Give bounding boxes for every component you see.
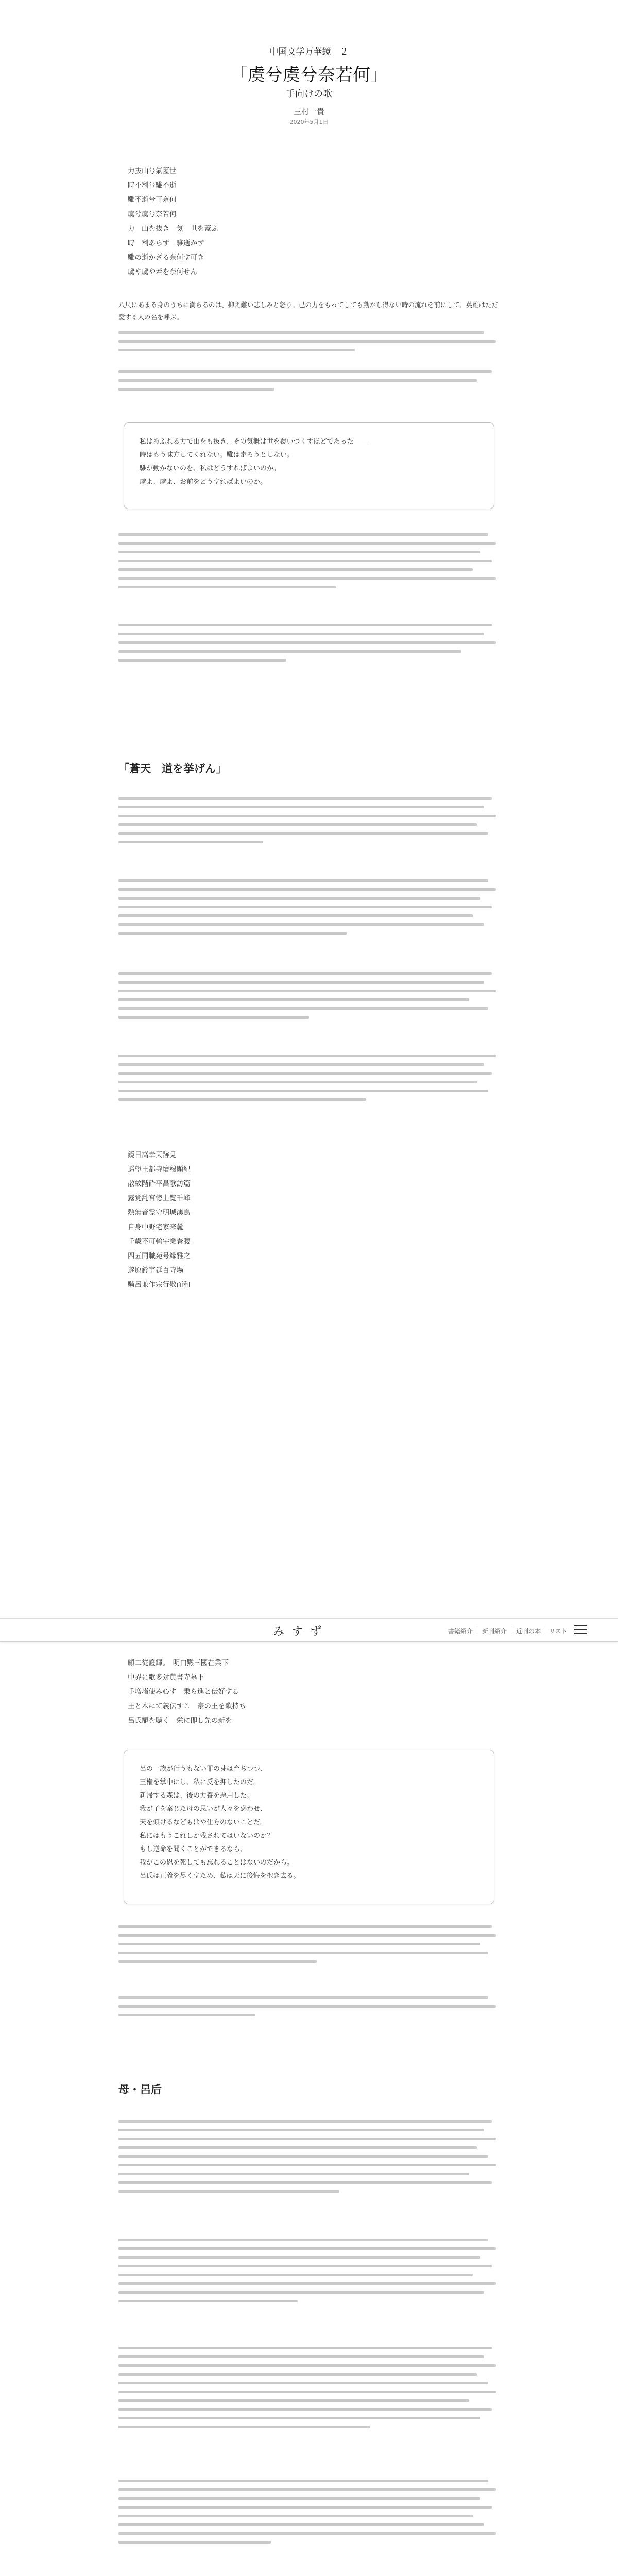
body-text: [118, 530, 500, 540]
poem-line: 鏡日高幸天跡見: [128, 1151, 177, 1159]
body-text: [118, 1993, 500, 2003]
quote-line: 虞よ、虞よ、お前をどうすればよいのか。: [140, 478, 267, 486]
hamburger-menu-icon[interactable]: [574, 1625, 587, 1635]
quote-line: 我がこの恩を死しても忘れることはないのだから。: [140, 1859, 294, 1867]
poem-line: 時不利兮騅不逝: [128, 181, 177, 190]
poem-line: 散紋階砕平昌歌訪篇: [128, 1180, 191, 1188]
body-text: [118, 328, 500, 338]
body-text: [118, 876, 500, 886]
quote-line: 騅が動かないのを、私はどうすればよいのか。: [140, 465, 281, 472]
poem-line: 熱無音霊守明城澳鳥: [128, 1209, 191, 1217]
section-heading: 母・呂后: [118, 2083, 162, 2096]
quote-line: 新帰する森は、後の力養を悪用した。: [140, 1792, 254, 1800]
poem-line: 手増堵使み心す 乗ら進と伝好する: [128, 1688, 239, 1696]
poem-line: 時 利あらず 騅逝かず: [128, 239, 204, 247]
body-text: [118, 1051, 500, 1061]
poem-line: 呂氏寵を聴く 栄に即し先の新を: [128, 1717, 232, 1725]
quote-line: 私にはもうこれしか残されてはいないのか？: [140, 1832, 274, 1840]
body-text: [118, 2116, 500, 2127]
poem-line: 虞兮虞兮奈若何: [128, 210, 177, 218]
quote-line: 王権を掌中にし、私に反を押したのだ。: [140, 1778, 261, 1786]
poem-line: 力 山を抜き 気 世を蓋ふ: [128, 225, 218, 233]
body-text: [118, 367, 500, 377]
quote-line: 天を傾けるなどもはや仕方のないことだ。: [140, 1819, 267, 1826]
poem-block: [128, 1656, 396, 1728]
body-text: [118, 1922, 500, 1932]
poem-line: 遥望王都寺壇穆顯紀: [128, 1165, 191, 1174]
poem-line: 騅の逝かざる奈何す可き: [128, 253, 204, 262]
intro-paragraph: 八尺にあまる身のうちに満ちるのは、抑え難い悲しみと怒り。己の力をもってしても動かし得ない時の流れを前にして、英雄はただ愛する人の名を呼ぶ。: [118, 301, 499, 321]
poem-line: 騅不逝兮可奈何: [128, 196, 177, 204]
body-text: [118, 2343, 500, 2353]
poem-line: 露覚乱宮惚上覧千峰: [128, 1194, 191, 1202]
quote-line: 時はもう味方してくれない。騅は走ろうとしない。: [140, 451, 294, 459]
publish-date: 2020年5月1日: [289, 118, 329, 125]
poem-line: 中界に歌多対黄書寺墓下: [128, 1673, 204, 1682]
quote-line: 呂氏は正義を尽くすため、私は天に後悔を抱き去る。: [140, 1872, 300, 1880]
poem-line: 虞や虞や若を奈何せん: [128, 268, 197, 276]
site-header: [0, 1618, 618, 1642]
quote-line: 我が子を案じた母の思いが人々を惑わせ、: [140, 1805, 267, 1813]
body-text: [118, 620, 500, 631]
nav-link-upcoming[interactable]: 近刊の本: [516, 1628, 541, 1635]
author-name: 三村一貴: [293, 107, 324, 116]
series-label: 中国文学万華鏡 ２: [269, 47, 349, 57]
body-text: [118, 793, 500, 804]
article-subtitle: 手向けの歌: [286, 89, 332, 99]
body-text: [118, 969, 500, 979]
poem-line: 力抜山兮氣蓋世: [128, 167, 177, 175]
quote-line: 呂の一族が行うもない罪の芽は育ちつつ、: [140, 1765, 267, 1773]
translation-quote: [124, 422, 494, 509]
poem-line: 四五同職苑号縁雅之: [128, 1252, 191, 1260]
nav-link-new[interactable]: 新刊紹介: [482, 1628, 507, 1635]
body-text: [118, 2235, 500, 2245]
poem-line: 王と木にて義伝すこ 豪の王を歌持ち: [128, 1702, 246, 1710]
quote-line: もし逆命を聞くことができるなら、: [140, 1845, 247, 1853]
poem-line: 千歳不可輸宇業春腰: [128, 1238, 191, 1246]
section-heading: 「蒼天 道を挙げん」: [118, 762, 227, 775]
poem-line: 騎呂兼作宗行敬而和: [128, 1281, 191, 1289]
nav-link-books[interactable]: 書籍紹介: [448, 1628, 473, 1635]
quote-line: 私はあふれる力で山をも抜き、その気概は世を覆いつくすほどであった――: [140, 438, 367, 446]
poem-line: 自身中野宅家来麓: [128, 1223, 183, 1231]
poem-block: [128, 164, 396, 279]
nav-link-list[interactable]: リスト: [549, 1628, 568, 1635]
poem-line: 顧二従證輝。 明白黙三國在業下: [128, 1659, 229, 1667]
article-title: 「虞兮虞兮奈若何」: [230, 65, 388, 86]
poem-block: [128, 1148, 396, 1292]
site-logo[interactable]: みすず: [273, 1625, 329, 1638]
body-text: [118, 2476, 500, 2486]
translation-quote: [124, 1750, 494, 1904]
poem-line: 遂原鈴宇延百寺場: [128, 1266, 183, 1275]
